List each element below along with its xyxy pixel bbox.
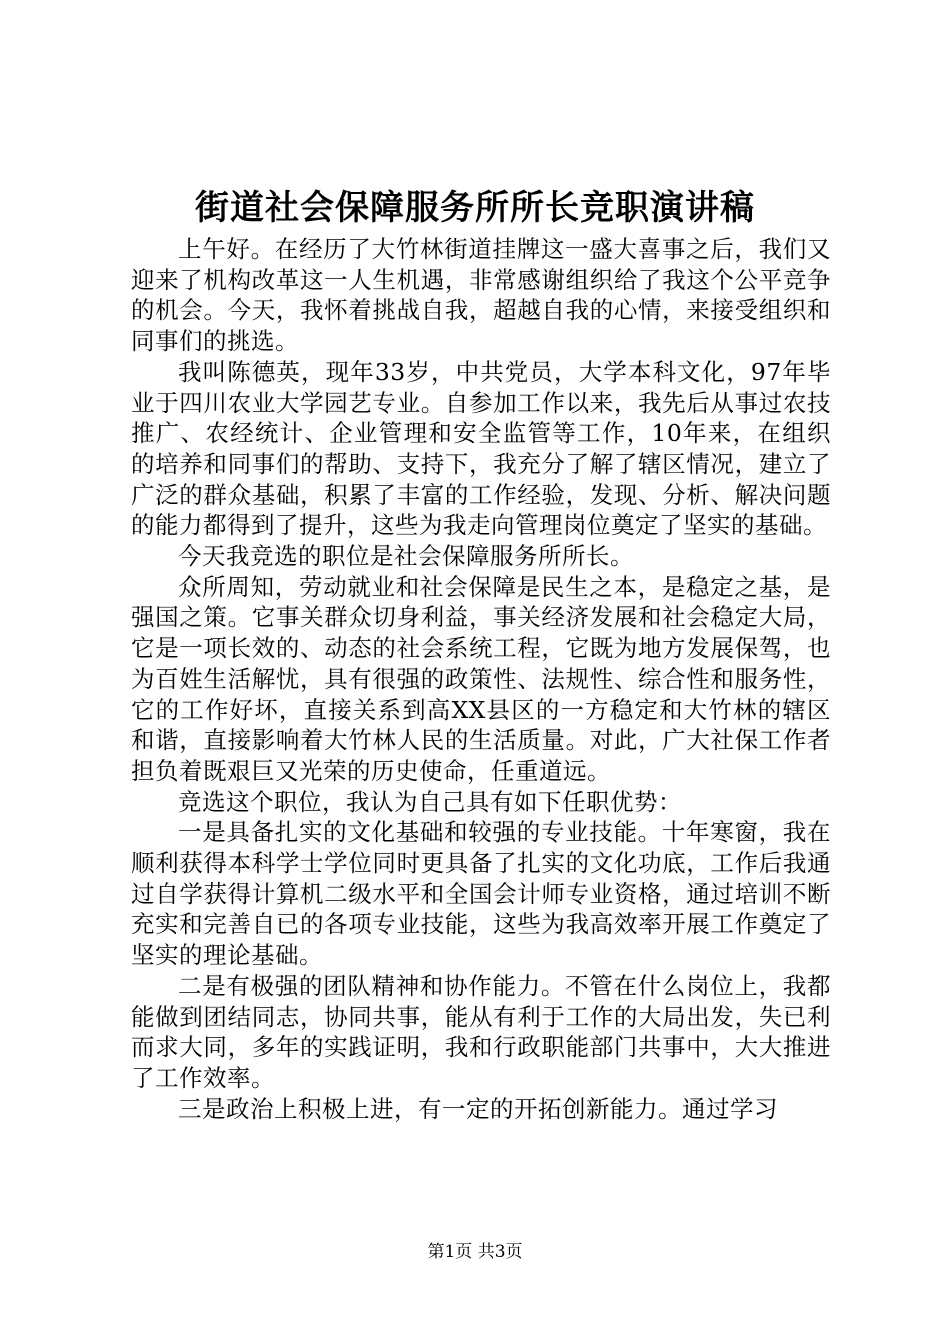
paragraph: 众所周知，劳动就业和社会保障是民生之本，是稳定之基，是强国之策。它事关群众切身利益，事关经济发展和社会稳定大局，它是一项长效的、动态的社会系统工程，它既为地方发展保驾，也为百姓生活解忧，具有很强的政策性、法规性、综合性和服务性，它的工作好坏，直接关系到高XX县区的一方稳定和大竹林的辖区和谐，直接影响着大竹林人民的生活质量。对此，广大社保工作者担负着既艰巨又光荣的历史使命，任重道远。 <box>131 572 831 785</box>
paragraph: 今天我竞选的职位是社会保障服务所所长。 <box>178 542 634 571</box>
document-body <box>131 234 831 1124</box>
paragraph: 上午好。在经历了大竹林街道挂牌这一盛大喜事之后，我们又迎来了机构改革这一人生机遇，非常感谢组织给了我这个公平竞争的机会。今天，我怀着挑战自我，超越自我的心情，来接受组织和同事们的挑选。 <box>131 235 831 356</box>
paragraph: 我叫陈德英，现年33岁，中共党员，大学本科文化，97年毕业于四川农业大学园艺专业。自参加工作以来，我先后从事过农技推广、农经统计、企业管理和安全监管等工作，10年来，在组织的培养和同事们的帮助、支持下，我充分了解了辖区情况，建立了广泛的群众基础，积累了丰富的工作经验，发现、分析、解决问题的能力都得到了提升，这些为我走向管理岗位奠定了坚实的基础。 <box>131 357 831 540</box>
page-footer: 第1页 共3页 <box>427 1242 523 1262</box>
document-title: 街道社会保障服务所所长竞职演讲稿 <box>195 188 755 228</box>
paragraph: 二是有极强的团队精神和协作能力。不管在什么岗位上，我都能做到团结同志，协同共事，能从有利于工作的大局出发，失已利而求大同，多年的实践证明，我和行政职能部门共事中，大大推进了工作效率。 <box>131 971 831 1092</box>
paragraph: 竞选这个职位，我认为自己具有如下任职优势： <box>178 787 682 816</box>
paragraph: 一是具备扎实的文化基础和较强的专业技能。十年寒窗，我在顺利获得本科学士学位同时更具备了扎实的文化功底，工作后我通过自学获得计算机二级水平和全国会计师专业资格，通过培训不断充实和完善自已的各项专业技能，这些为我高效率开展工作奠定了坚实的理论基础。 <box>131 818 831 970</box>
paragraph: 三是政治上积极上进，有一定的开拓创新能力。通过学习 <box>178 1094 778 1123</box>
